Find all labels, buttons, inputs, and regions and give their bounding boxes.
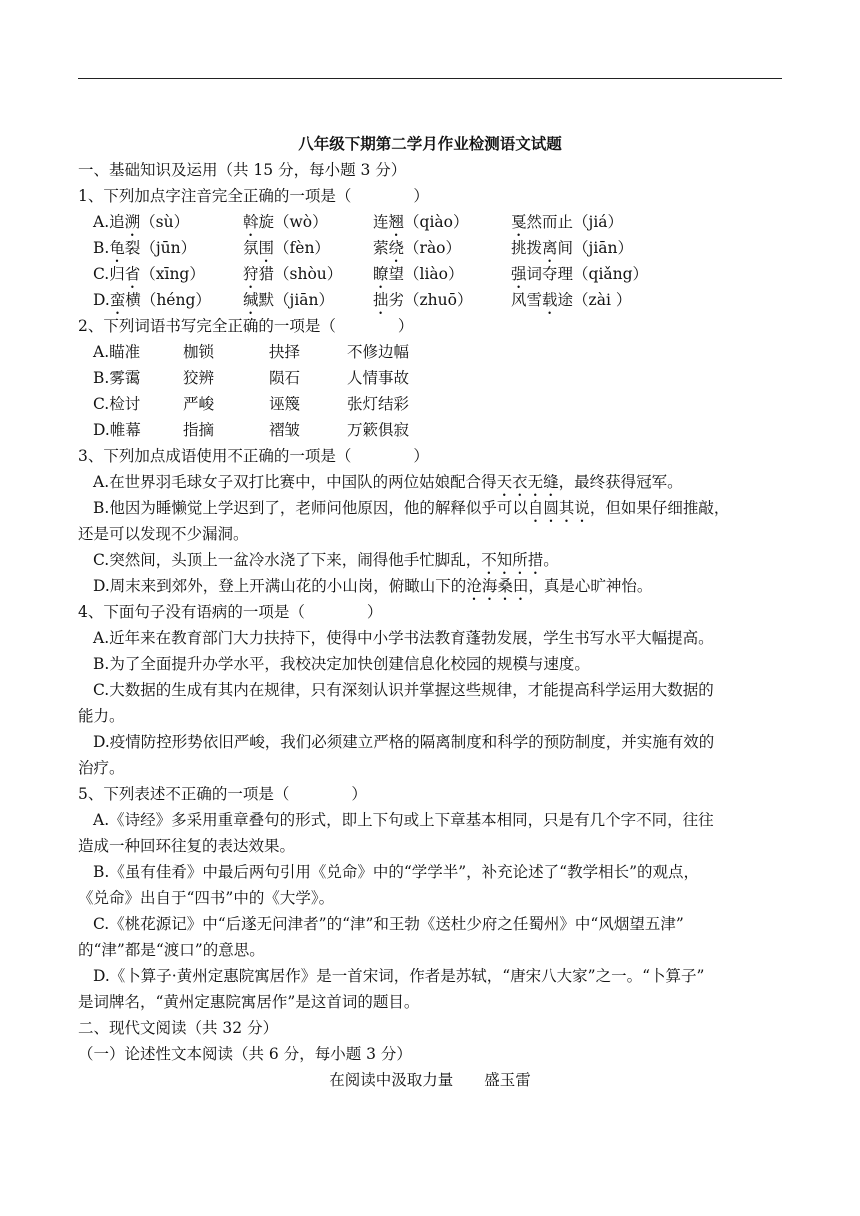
dotted-idiom: 不知所措 <box>481 551 544 569</box>
option-text: C.突然间，头顶上一盆冷水浇了下来，闹得他手忙脚乱， <box>93 551 482 569</box>
question-3-option-a <box>93 471 683 500</box>
option-text: 裂（jūn） <box>124 239 197 257</box>
question-1-stem: 1、下列加点字注音完全正确的一项是（ ） <box>78 187 429 205</box>
question-2-option-cell: 万簌俱寂 <box>347 421 410 439</box>
question-2-option-cell: 抉择 <box>269 343 301 361</box>
question-2-option-cell: 陨石 <box>269 369 301 387</box>
question-2-option-cell: 不修边幅 <box>347 343 410 361</box>
dotted-character: 强 <box>511 265 527 283</box>
option-text: 挑拨 <box>511 239 543 257</box>
dotted-character: 龟 <box>109 239 125 257</box>
question-1-option-cell <box>511 237 633 266</box>
dotted-character: 戛 <box>511 213 527 231</box>
question-1-option-cell <box>373 263 464 292</box>
question-3-option-b <box>93 497 729 526</box>
option-text: （sù） <box>140 213 190 231</box>
question-2-option-cell: A.瞄准 <box>93 343 141 361</box>
dotted-character: 瞭 <box>373 265 389 283</box>
dotted-idiom: 天衣无缝 <box>496 473 559 491</box>
question-2-option-cell: 张灯结彩 <box>347 395 410 413</box>
dotted-character: 狩 <box>243 265 259 283</box>
option-text: （rào） <box>404 239 462 257</box>
question-2-option-cell: 狡辨 <box>183 369 215 387</box>
option-text: ，最终获得冠军。 <box>558 473 683 491</box>
option-text: （xīng） <box>140 265 205 283</box>
section-1-heading: 一、基础知识及运用（共 15 分，每小题 3 分） <box>78 161 407 179</box>
question-1-option-cell <box>373 237 461 266</box>
option-text: 词夺理（qiǎng） <box>526 265 649 283</box>
question-2-stem: 2、下列词语书写完全正确的一项是（ ） <box>78 317 414 335</box>
dotted-character: 蛮 <box>109 291 126 309</box>
question-4-option-c: C.大数据的生成有其内在规律，只有深刻认识并掌握这些规律，才能提高科学运用大数据的 <box>93 681 714 699</box>
question-4-option-c-cont: 能力。 <box>78 707 125 725</box>
question-1-option-cell <box>511 289 631 318</box>
question-1-option-cell <box>93 263 205 292</box>
question-1-option-cell <box>243 237 330 266</box>
question-2-option-cell: 诬篾 <box>269 395 301 413</box>
section-2-heading: 二、现代文阅读（共 32 分） <box>78 1019 279 1037</box>
option-text: D. <box>93 291 110 309</box>
dotted-character: 围 <box>258 239 275 257</box>
dotted-idiom: 自圆其说 <box>527 499 590 517</box>
question-4-option-a: A.近年来在教育部门大力扶持下，使得中小学书法教育蓬勃发展，学生书写水平大幅提高。 <box>93 629 714 647</box>
question-1-option-cell <box>93 211 189 240</box>
option-text: A.追 <box>93 213 125 231</box>
question-1-option-cell <box>93 237 196 266</box>
option-text: 猎（shòu） <box>258 265 343 283</box>
question-5-option-b-cont: 《兑命》出自于“四书”中的《大学》。 <box>78 889 335 907</box>
option-text: 默（jiān） <box>258 291 335 309</box>
question-4-option-b: B.为了全面提升办学水平，我校决定加快创建信息化校园的规模与速度。 <box>93 655 590 673</box>
question-5-option-c-cont: 的“津”都是“渡口”的意思。 <box>78 941 265 959</box>
option-text: A.在世界羽毛球女子双打比赛中，中国队的两位姑娘配合得 <box>93 473 497 491</box>
question-5-option-d: D.《卜算子·黄州定惠院寓居作》是一首宋词，作者是苏轼，“唐宋八大家”之一。“卜算子” <box>93 967 705 985</box>
question-2-option-cell: 褶皱 <box>269 421 301 439</box>
option-text: 。 <box>543 551 559 569</box>
dotted-character: 省 <box>124 265 141 283</box>
question-5-stem: 5、下列表述不正确的一项是（ ） <box>78 785 367 803</box>
dotted-character: 载 <box>542 291 558 309</box>
option-text: B.他因为睡懒觉上学迟到了，老师问他原因，他的解释似乎可以 <box>93 499 528 517</box>
dotted-character: 绕 <box>388 239 405 257</box>
question-1-option-cell <box>511 263 648 292</box>
question-5-option-d-cont: 是词牌名，“黄州定惠院寓居作”是这首词的题目。 <box>78 993 420 1011</box>
question-3-option-b-cont: 还是可以发现不少漏洞。 <box>78 525 249 543</box>
dotted-idiom: 沧海桑田 <box>466 577 529 595</box>
option-text: D.周末来到郊外，登上开满山花的小山岗，俯瞰山下的 <box>93 577 467 595</box>
option-text: 旋（wò） <box>258 213 328 231</box>
option-text: B. <box>93 239 110 257</box>
dotted-character: 斡 <box>243 213 259 231</box>
dotted-character: 拙 <box>373 291 389 309</box>
dotted-character: 缄 <box>243 291 259 309</box>
question-1-option-cell <box>511 211 623 240</box>
question-2-option-cell: B.雾霭 <box>93 369 141 387</box>
question-3-stem: 3、下列加点成语使用不正确的一项是（ ） <box>78 447 429 465</box>
header-rule <box>78 78 782 79</box>
question-2-option-cell: 严峻 <box>183 395 215 413</box>
article-title: 在阅读中汲取力量 盛玉雷 <box>329 1071 531 1089</box>
question-1-option-cell <box>373 289 472 318</box>
question-2-option-cell: 人情事故 <box>347 369 410 387</box>
option-text: 萦 <box>373 239 389 257</box>
option-text: 望（liào） <box>388 265 464 283</box>
question-2-option-cell: 指摘 <box>183 421 215 439</box>
question-1-option-cell <box>243 211 328 240</box>
option-text: C.归 <box>93 265 125 283</box>
question-5-option-b: B.《虽有佳肴》中最后两句引用《兑命》中的“学学半”，补充论述了“教学相长”的观点， <box>93 863 700 881</box>
question-2-option-cell: 枷锁 <box>183 343 215 361</box>
question-3-option-c <box>93 549 559 578</box>
dotted-character: 翘 <box>388 213 405 231</box>
option-text: 然而止（jiá） <box>526 213 624 231</box>
question-4-stem: 4、下面句子没有语病的一项是（ ） <box>78 603 383 621</box>
option-text: 间（jiān） <box>557 239 634 257</box>
dotted-character: 溯 <box>124 213 141 231</box>
option-text: （fèn） <box>274 239 330 257</box>
option-text: ，真是心旷神怡。 <box>528 577 653 595</box>
subsection-1-heading: （一）论述性文本阅读（共 6 分，每小题 3 分） <box>78 1045 412 1063</box>
question-4-option-d-cont: 治疗。 <box>78 759 125 777</box>
question-1-option-cell <box>243 289 334 318</box>
option-text: 风雪 <box>511 291 543 309</box>
dotted-character: 离 <box>542 239 558 257</box>
option-text: 连 <box>373 213 389 231</box>
option-text: 途（zài ） <box>557 291 632 309</box>
question-1-option-cell <box>93 289 211 318</box>
question-1-option-cell <box>373 211 468 240</box>
question-4-option-d: D.疫情防控形势依旧严峻，我们必须建立严格的隔离制度和科学的预防制度，并实施有效的 <box>93 733 715 751</box>
option-text: 氛 <box>243 239 259 257</box>
question-5-option-a: A.《诗经》多采用重章叠句的形式，即上下句或上下章基本相同，只是有几个字不同，往往 <box>93 811 714 829</box>
option-text: 劣（zhuō） <box>388 291 473 309</box>
option-text: ，但如果仔细推敲， <box>589 499 730 517</box>
question-1-option-cell <box>243 263 342 292</box>
option-text: 横（héng） <box>125 291 211 309</box>
question-2-option-cell: D.帷幕 <box>93 421 141 439</box>
question-5-option-a-cont: 造成一种回环往复的表达效果。 <box>78 837 296 855</box>
document-title: 八年级下期第二学月作业检测语文试题 <box>298 134 562 153</box>
question-5-option-c: C.《桃花源记》中“后遂无问津者”的“津”和王勃《送杜少府之任蜀州》中“风烟望五津” <box>93 915 684 933</box>
option-text: （qiào） <box>404 213 469 231</box>
question-2-option-cell: C.检讨 <box>93 395 141 413</box>
question-3-option-d <box>93 575 652 604</box>
